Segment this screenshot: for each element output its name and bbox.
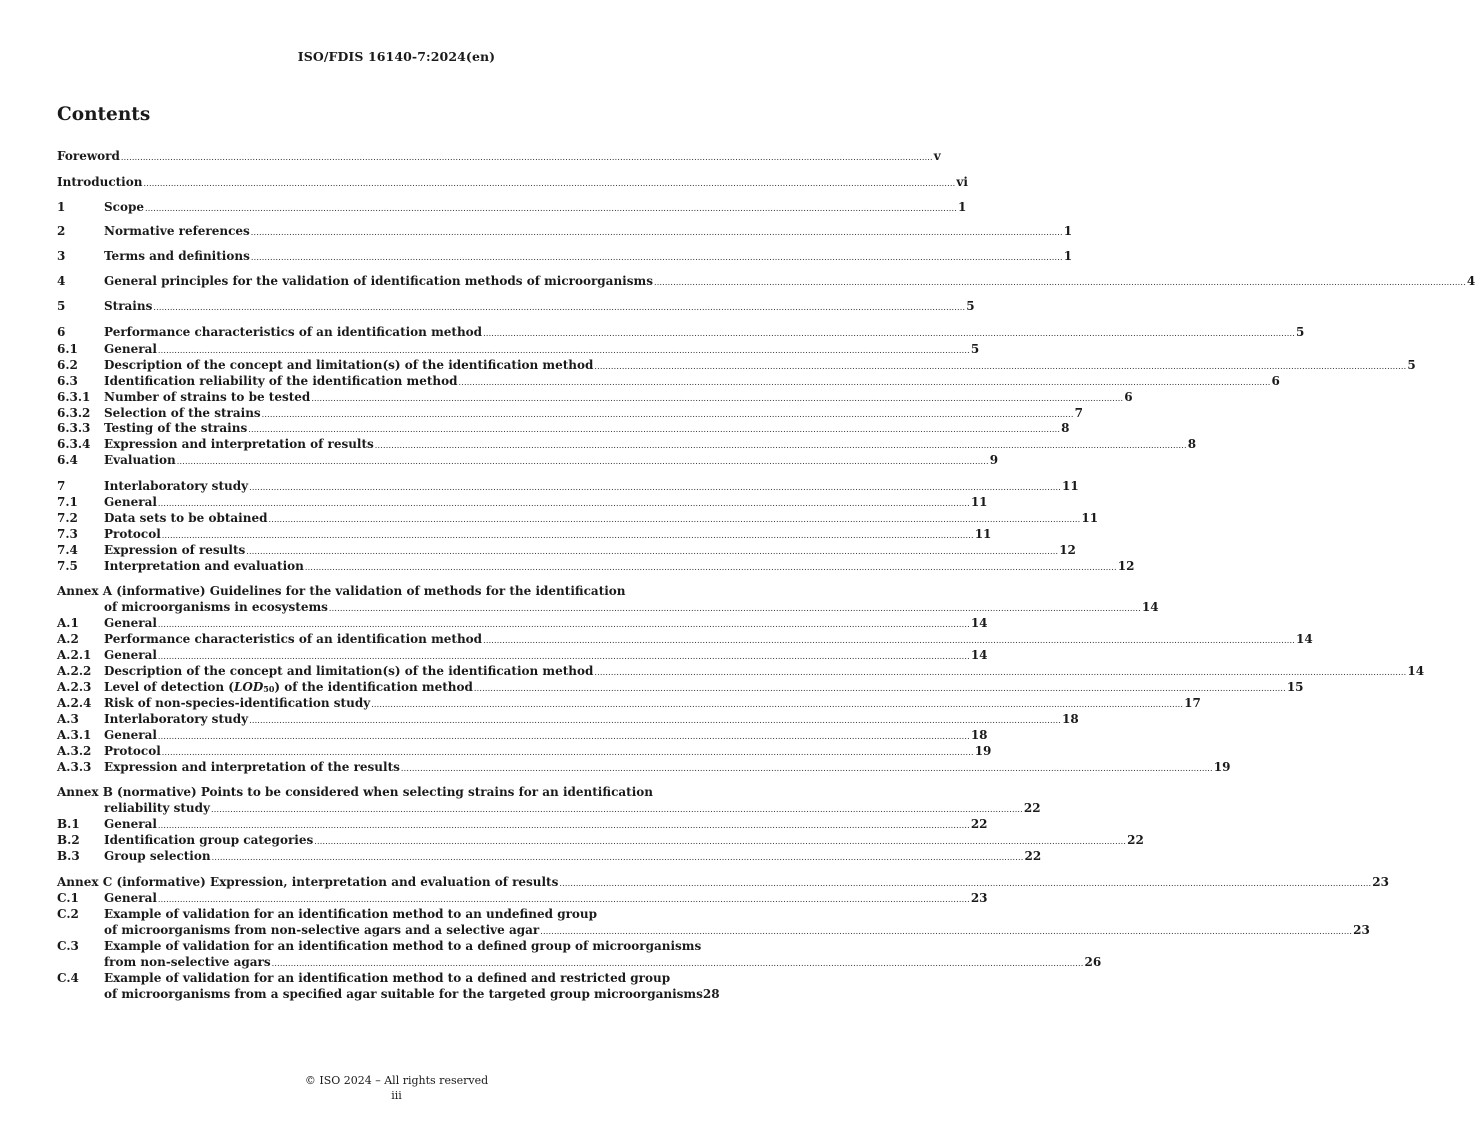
toc-entry-number: 6.2 — [57, 358, 78, 372]
toc-entry-number: 6.3 — [57, 374, 78, 388]
toc-entry-page: 1 — [1063, 249, 1073, 263]
toc-entry-c4-line2[interactable] — [57, 987, 720, 1002]
toc-leader-dots — [371, 696, 1183, 712]
toc-leader-dots — [158, 648, 970, 664]
toc-entry-page: 28 — [702, 987, 720, 1001]
toc-entry-title: Interpretation and evaluation — [104, 559, 304, 573]
toc-entry-annex-c[interactable] — [57, 875, 1389, 890]
toc-entry-title: Scope — [104, 200, 145, 214]
toc-entry-page: 11 — [1062, 479, 1079, 493]
toc-leader-dots — [145, 200, 957, 216]
toc-entry-number: 7.4 — [57, 543, 78, 557]
toc-entry-title: Interlaboratory study — [104, 479, 249, 493]
toc-entry-title: Testing of the strains — [104, 421, 248, 435]
toc-entry-number: 6.4 — [57, 453, 78, 467]
toc-entry-page: 23 — [1372, 875, 1389, 889]
toc-entry-page: 8 — [1061, 421, 1070, 435]
toc-entry-page: 9 — [989, 453, 999, 467]
toc-entry-title: Terms and definitions — [104, 249, 250, 263]
toc-entry-number: B.2 — [57, 833, 80, 847]
toc-entry-title: of microorganisms in ecosystems — [104, 600, 328, 614]
page-footer — [0, 1073, 793, 1103]
toc-entry[interactable] — [57, 495, 988, 510]
toc-entry-number: 2 — [57, 224, 66, 238]
toc-entry-title: of microorganisms from non-selective agars and a selective agar — [104, 923, 540, 937]
toc-entry-page: 6 — [1271, 374, 1280, 388]
toc-entry[interactable] — [57, 274, 1475, 289]
toc-entry[interactable] — [57, 696, 1201, 711]
toc-entry-title: Expression and interpretation of results — [104, 437, 374, 451]
toc-entry-number: C.1 — [57, 891, 79, 905]
toc-entry-page: 7 — [1074, 406, 1083, 420]
toc-entry[interactable] — [57, 712, 1079, 727]
toc-leader-dots — [329, 600, 1141, 616]
toc-entry[interactable] — [57, 406, 1083, 421]
toc-entry-title: General — [104, 342, 157, 356]
toc-entry-number: 5 — [57, 299, 66, 313]
toc-entry-c2-line2[interactable] — [57, 923, 1370, 938]
toc-leader-dots — [158, 495, 970, 511]
toc-annex-b-heading[interactable]: Annex B (normative) Points to be considered when selecting strains for an identification — [57, 785, 653, 799]
toc-entry-page: 19 — [1213, 760, 1231, 774]
toc-entry[interactable] — [57, 437, 1197, 452]
toc-entry-title: Annex C (informative) Expression, interpretation and evaluation of results — [57, 875, 559, 889]
toc-entry-page: 5 — [1296, 325, 1305, 339]
toc-leader-dots — [121, 149, 933, 165]
toc-entry[interactable] — [57, 224, 1073, 239]
toc-leader-dots — [162, 527, 974, 543]
toc-entry-number: 7 — [57, 479, 66, 493]
toc-entry-title: Description of the concept and limitation(s) of the identification method — [104, 664, 594, 678]
toc-entry-title: Example of validation for an identification method to an undefined group — [104, 907, 598, 921]
toc-entry-number: C.4 — [57, 971, 79, 985]
toc-leader-dots — [594, 358, 1406, 374]
toc-entry-number: A.3.3 — [57, 760, 92, 774]
toc-leader-dots — [594, 664, 1406, 680]
toc-entry[interactable] — [57, 728, 988, 743]
toc-entry-number: 4 — [57, 274, 66, 288]
toc-entry-title: Interlaboratory study — [104, 712, 249, 726]
toc-entry-title: Normative references — [104, 224, 250, 238]
toc-entry-number: 6.3.4 — [57, 437, 91, 451]
toc-entry-page: 4 — [1466, 274, 1475, 288]
toc-entry[interactable] — [57, 543, 1076, 558]
toc-leader-dots — [483, 325, 1295, 341]
toc-entry-title: Protocol — [104, 527, 161, 541]
toc-entry[interactable] — [57, 479, 1079, 494]
toc-entry-title: General principles for the validation of identification methods of microorganisms — [104, 274, 653, 288]
toc-entry-number: A.2 — [57, 632, 79, 646]
toc-entry-title: Protocol — [104, 744, 161, 758]
toc-entry-page: 11 — [1081, 511, 1099, 525]
toc-entry-page: 15 — [1286, 680, 1304, 694]
toc-entry-page: v — [933, 149, 941, 163]
toc-leader-dots — [375, 437, 1187, 453]
toc-entry-title: Number of strains to be tested — [104, 390, 311, 404]
toc-leader-dots — [474, 680, 1286, 696]
toc-leader-dots — [248, 421, 1060, 437]
toc-entry-title: Performance characteristics of an identification method — [104, 325, 483, 339]
toc-entry-title: Selection of the strains — [104, 406, 261, 420]
toc-leader-dots — [158, 342, 970, 358]
copyright-notice: © ISO 2024 – All rights reserved — [304, 1074, 489, 1087]
toc-entry-c3-line1[interactable] — [57, 939, 707, 954]
toc-entry-number: 6.3.3 — [57, 421, 91, 435]
toc-leader-dots — [143, 175, 955, 191]
toc-entry-page: 22 — [1127, 833, 1144, 847]
toc-entry-number: 7.1 — [57, 495, 78, 509]
toc-leader-dots — [212, 849, 1024, 865]
toc-entry-title: Strains — [104, 299, 153, 313]
toc-entry[interactable] — [57, 632, 1313, 647]
toc-entry-page: 18 — [1062, 712, 1079, 726]
contents-title: Contents — [57, 104, 151, 125]
toc-entry-annex-b[interactable] — [57, 801, 1041, 816]
toc-entry-number: A.3 — [57, 712, 79, 726]
toc-entry-number: A.3.2 — [57, 744, 92, 758]
toc-entry-title: Foreword — [57, 149, 120, 163]
toc-leader-dots — [158, 728, 970, 744]
toc-entry-title: of microorganisms from a specified agar suitable for the targeted group microorganisms — [104, 987, 703, 1001]
toc-entry-title: Group selection — [104, 849, 211, 863]
toc-entry-page: 19 — [974, 744, 992, 758]
toc-entry-number: B.3 — [57, 849, 80, 863]
toc-entry-annex-a[interactable] — [57, 600, 1159, 615]
toc-entry[interactable] — [57, 200, 967, 215]
toc-leader-dots — [559, 875, 1371, 891]
toc-annex-a-heading[interactable]: Annex A (informative) Guidelines for the validation of methods for the identification — [57, 584, 626, 598]
toc-entry-title: General — [104, 495, 157, 509]
toc-entry-title: Expression and interpretation of the results — [104, 760, 400, 774]
toc-leader-dots — [246, 543, 1058, 559]
toc-entry-title: Example of validation for an identification method to a defined and restricted group — [104, 971, 671, 985]
toc-leader-dots — [249, 479, 1061, 495]
toc-leader-dots — [305, 559, 1117, 575]
toc-entry-page: 5 — [966, 299, 975, 313]
toc-entry[interactable] — [57, 325, 1305, 340]
toc-entry[interactable] — [57, 760, 1231, 775]
toc-entry-page: 5 — [970, 342, 980, 356]
toc-entry-title: Description of the concept and limitation(s) of the identification method — [104, 358, 594, 372]
toc-leader-dots — [269, 511, 1081, 527]
toc-entry-page: 14 — [970, 616, 988, 630]
toc-entry[interactable] — [57, 680, 1304, 695]
toc-entry-page: 1 — [1063, 224, 1073, 238]
toc-leader-dots — [158, 891, 970, 907]
toc-entry-number: A.3.1 — [57, 728, 92, 742]
toc-entry-number: A.2.1 — [57, 648, 92, 662]
toc-entry-page: 23 — [1353, 923, 1370, 937]
toc-entry-page: 1 — [957, 200, 967, 214]
toc-entry-title: Introduction — [57, 175, 143, 189]
toc-entry-title: General — [104, 728, 157, 742]
toc-leader-dots — [177, 453, 989, 469]
toc-entry-page: 8 — [1187, 437, 1197, 451]
toc-entry-page: 22 — [970, 817, 988, 831]
toc-entry-page: 14 — [1141, 600, 1159, 614]
toc-entry-title: Level of detection $(LOD_{50})$ of the identification method — [104, 680, 473, 694]
toc-entry-number: B.1 — [57, 817, 80, 831]
toc-entry-page: 22 — [1024, 849, 1042, 863]
toc-entry-c2-line1[interactable] — [57, 907, 707, 922]
toc-entry-number: 7.3 — [57, 527, 78, 541]
toc-entry[interactable] — [57, 648, 988, 663]
toc-entry-title: Performance characteristics of an identification method — [104, 632, 483, 646]
toc-leader-dots — [401, 760, 1213, 776]
toc-entry-title: reliability study — [104, 801, 210, 815]
toc-leader-dots — [654, 274, 1466, 290]
toc-entry-page: 14 — [1296, 632, 1313, 646]
toc-entry[interactable] — [57, 527, 992, 542]
toc-entry-number: 6 — [57, 325, 66, 339]
toc-entry[interactable] — [57, 616, 988, 631]
toc-entry[interactable] — [57, 559, 1135, 574]
toc-entry-number: 6.3.1 — [57, 390, 91, 404]
toc-leader-dots — [251, 224, 1063, 240]
toc-entry[interactable] — [57, 744, 992, 759]
toc-entry-c4-line1[interactable] — [57, 971, 707, 986]
toc-entry-foreword[interactable] — [57, 149, 941, 164]
toc-entry-title: Expression of results — [104, 543, 246, 557]
toc-leader-dots — [211, 801, 1023, 817]
toc-entry[interactable] — [57, 358, 1416, 373]
toc-entry-page: 17 — [1184, 696, 1201, 710]
toc-leader-dots — [459, 374, 1271, 390]
toc-entry-page: 18 — [970, 728, 988, 742]
toc-entry-title: General — [104, 891, 157, 905]
toc-entry-title: General — [104, 817, 157, 831]
toc-leader-dots — [311, 390, 1123, 406]
toc-leader-dots — [249, 712, 1061, 728]
toc-entry-page: 6 — [1124, 390, 1133, 404]
toc-entry-number: C.2 — [57, 907, 79, 921]
toc-entry[interactable] — [57, 891, 988, 906]
toc-leader-dots — [540, 923, 1352, 939]
toc-entry[interactable] — [57, 421, 1070, 436]
toc-entry-title: Evaluation — [104, 453, 176, 467]
toc-entry[interactable] — [57, 849, 1042, 864]
toc-leader-dots — [483, 632, 1295, 648]
toc-entry[interactable] — [57, 342, 980, 357]
toc-entry[interactable] — [57, 817, 988, 832]
toc-entry-number: A.1 — [57, 616, 79, 630]
toc-leader-dots — [158, 817, 970, 833]
toc-leader-dots — [272, 955, 1084, 971]
toc-entry-title: Example of validation for an identification method to a defined group of microorganisms — [104, 939, 702, 953]
toc-leader-dots — [162, 744, 974, 760]
toc-entry-number: A.2.4 — [57, 696, 92, 710]
toc-leader-dots — [158, 616, 970, 632]
toc-entry[interactable] — [57, 249, 1073, 264]
toc-entry[interactable] — [57, 374, 1280, 389]
toc-entry[interactable] — [57, 833, 1144, 848]
toc-entry-number: C.3 — [57, 939, 79, 953]
toc-entry[interactable] — [57, 664, 1425, 679]
toc-entry-title: Data sets to be obtained — [104, 511, 268, 525]
toc-entry-number: A.2.3 — [57, 680, 92, 694]
page-number: iii — [391, 1089, 402, 1102]
toc-entry[interactable] — [57, 511, 1099, 526]
toc-entry-number: 7.5 — [57, 559, 78, 573]
toc-entry-title: Identification group categories — [104, 833, 314, 847]
toc-leader-dots — [314, 833, 1126, 849]
toc-entry-page: 23 — [970, 891, 988, 905]
toc-entry-number: 6.1 — [57, 342, 78, 356]
toc-entry-page: 14 — [970, 648, 988, 662]
toc-leader-dots — [251, 249, 1063, 265]
toc-entry-title: General — [104, 616, 157, 630]
toc-entry-page: 22 — [1023, 801, 1041, 815]
toc-entry-page: 14 — [1407, 664, 1425, 678]
toc-entry-number: 7.2 — [57, 511, 78, 525]
toc-entry-page: 12 — [1117, 559, 1135, 573]
toc-entry-page: 26 — [1084, 955, 1102, 969]
document-header: ISO/FDIS 16140-7:2024(en) — [297, 49, 496, 64]
toc-entry-number: 1 — [57, 200, 66, 214]
toc-leader-dots — [153, 299, 965, 315]
toc-entry-introduction[interactable] — [57, 175, 968, 190]
toc-entry-number: 6.3.2 — [57, 406, 91, 420]
toc-entry-c3-line2[interactable] — [57, 955, 1102, 970]
toc-entry-title: from non-selective agars — [104, 955, 271, 969]
toc-entry-number: 3 — [57, 249, 66, 263]
toc-entry[interactable] — [57, 299, 975, 314]
toc-entry-page: 5 — [1407, 358, 1416, 372]
toc-entry-title: Risk of non-species-identification study — [104, 696, 371, 710]
toc-entry-page: 12 — [1059, 543, 1076, 557]
toc-entry-page: vi — [956, 175, 968, 189]
toc-entry-number: A.2.2 — [57, 664, 92, 678]
toc-entry[interactable] — [57, 453, 999, 468]
toc-entry-title: Identification reliability of the identification method — [104, 374, 458, 388]
toc-entry-page: 11 — [974, 527, 992, 541]
toc-entry-title: General — [104, 648, 157, 662]
toc-leader-dots — [262, 406, 1074, 422]
toc-entry-page: 11 — [970, 495, 988, 509]
toc-entry[interactable] — [57, 390, 1133, 405]
